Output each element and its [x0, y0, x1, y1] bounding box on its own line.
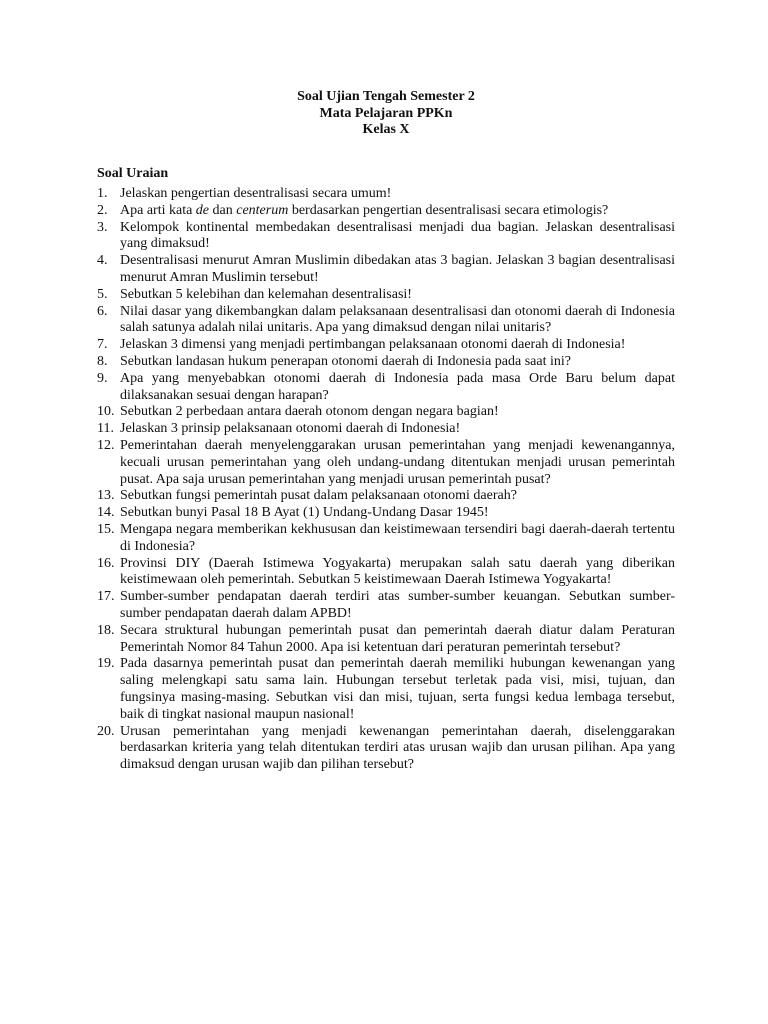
question-item [97, 522, 675, 556]
question-text: Sebutkan 2 perbedaan antara daerah otonom dengan negara bagian! [120, 404, 499, 420]
question-number: 10. [97, 404, 115, 420]
question-text: Pemerintahan daerah menyelenggarakan urusan pemerintahan yang menjadi kewenangannya, kecuali urusan pemerintahan yang oleh undang-undang ditentukan menjadi urusan pemerintah pusat. Apa saja urusan pemerintahan yang menjadi urusan pemerintah pusat? [120, 437, 675, 487]
question-item [97, 354, 675, 371]
question-number: 14. [97, 505, 115, 521]
question-text: Provinsi DIY (Daerah Istimewa Yogyakarta) merupakan salah satu daerah yang diberikan keistimewaan oleh pemerintah. Sebutkan 5 keistimewaan Daerah Istimewa Yogyakarta! [120, 555, 675, 588]
question-text: Mengapa negara memberikan kekhususan dan keistimewaan tersendiri bagi daerah-daerah tertentu di Indonesia? [120, 521, 675, 554]
question-number: 6. [97, 303, 108, 319]
question-item [97, 438, 675, 488]
question-item [97, 421, 675, 438]
subject-title: Mata Pelajaran PPKn [319, 105, 453, 121]
question-text: Urusan pemerintahan yang menjadi kewenangan pemerintahan daerah, diselenggarakan berdasarkan kriteria yang telah ditentukan terdiri atas urusan wajib dan urusan pilihan. Apa yang dimaksud dengan urusan wajib dan pilihan tersebut? [120, 723, 675, 773]
question-item [97, 371, 675, 405]
question-item [97, 724, 675, 774]
question-number: 9. [97, 370, 108, 386]
question-item [97, 220, 675, 254]
question-item [97, 589, 675, 623]
section-title: Soal Uraian [97, 165, 169, 181]
question-text: Sebutkan 5 kelebihan dan kelemahan desentralisasi! [120, 286, 412, 302]
question-text: Jelaskan 3 prinsip pelaksanaan otonomi daerah di Indonesia! [120, 421, 461, 437]
question-text: Sebutkan bunyi Pasal 18 B Ayat (1) Undang-Undang Dasar 1945! [120, 505, 489, 521]
question-item [97, 337, 675, 354]
question-number: 18. [97, 622, 115, 638]
exam-title: Soal Ujian Tengah Semester 2 [297, 89, 475, 104]
question-item [97, 656, 675, 723]
question-text: Nilai dasar yang dikembangkan dalam pelaksanaan desentralisasi dan otonomi daerah di Indonesia salah satunya adalah nilai unitaris. Apa yang dimaksud dengan nilai unitaris? [120, 303, 675, 336]
question-text-part: Apa arti kata [120, 202, 196, 218]
question-text: Jelaskan 3 dimensi yang menjadi pertimbangan pelaksanaan otonomi daerah di Indonesia! [120, 337, 626, 353]
question-text: Desentralisasi menurut Amran Muslimin dibedakan atas 3 bagian. Jelaskan 3 bagian desentralisasi menurut Amran Muslimin tersebut! [120, 253, 675, 285]
question-text-part: dan [209, 202, 237, 218]
question-number: 13. [97, 488, 115, 504]
question-number: 12. [97, 437, 115, 453]
question-number: 20. [97, 723, 115, 739]
question-item [97, 505, 675, 522]
question-number: 7. [97, 337, 108, 353]
question-number: 19. [97, 656, 115, 672]
question-text: Sebutkan fungsi pemerintah pusat dalam pelaksanaan otonomi daerah? [120, 488, 517, 504]
question-item [97, 623, 675, 657]
question-number: 4. [97, 253, 108, 269]
question-list [97, 186, 675, 774]
question-item [97, 488, 675, 505]
question-item [97, 287, 675, 304]
question-term-de: de [195, 202, 210, 218]
question-item [97, 186, 675, 203]
question-text: Jelaskan pengertian desentralisasi secara umum! [120, 186, 392, 201]
document-header [97, 89, 675, 139]
question-number: 16. [97, 555, 115, 571]
question-term-centerum: centerum [236, 202, 289, 218]
question-number: 2. [97, 202, 108, 218]
question-number: 11. [97, 421, 114, 437]
question-item [97, 304, 675, 338]
question-text: Sumber-sumber pendapatan daerah terdiri atas sumber-sumber keuangan. Sebutkan sumber-sumber pendapatan daerah dalam APBD! [120, 589, 675, 621]
question-text: Secara struktural hubungan pemerintah pusat dan pemerintah daerah diatur dalam Peraturan Pemerintah Nomor 84 Tahun 2000. Apa isi ketentuan dari peraturan pemerintah tersebut? [120, 622, 675, 655]
question-text: Kelompok kontinental membedakan desentralisasi menjadi dua bagian. Jelaskan desentralisasi yang dimaksud! [120, 219, 675, 252]
question-item [97, 556, 675, 590]
question-text [120, 203, 608, 218]
question-number: 17. [97, 589, 115, 605]
question-item [97, 404, 675, 421]
class-title: Kelas X [362, 122, 410, 137]
question-item [97, 253, 675, 287]
question-item [97, 203, 675, 220]
question-number: 8. [97, 353, 108, 369]
document-page [97, 89, 675, 774]
question-text: Sebutkan landasan hukum penerapan otonomi daerah di Indonesia pada saat ini? [120, 353, 571, 369]
question-number: 5. [97, 286, 108, 302]
question-number: 3. [97, 219, 108, 235]
question-text: Apa yang menyebabkan otonomi daerah di Indonesia pada masa Orde Baru belum dapat dilaksanakan sesuai dengan harapan? [120, 370, 675, 403]
question-number: 1. [97, 186, 108, 201]
question-text: Pada dasarnya pemerintah pusat dan pemerintah daerah memiliki hubungan kewenangan yang saling melengkapi satu sama lain. Hubungan tersebut terletak pada visi, misi, tujuan, dan fungsinya masing-masing. Sebutkan visi dan misi, tujuan, serta fungsi kedua lembaga tersebut, baik di tingkat nasional maupun nasional! [120, 656, 675, 722]
question-number: 15. [97, 521, 115, 537]
question-text-part: berdasarkan pengertian desentralisasi secara etimologis? [288, 202, 609, 218]
